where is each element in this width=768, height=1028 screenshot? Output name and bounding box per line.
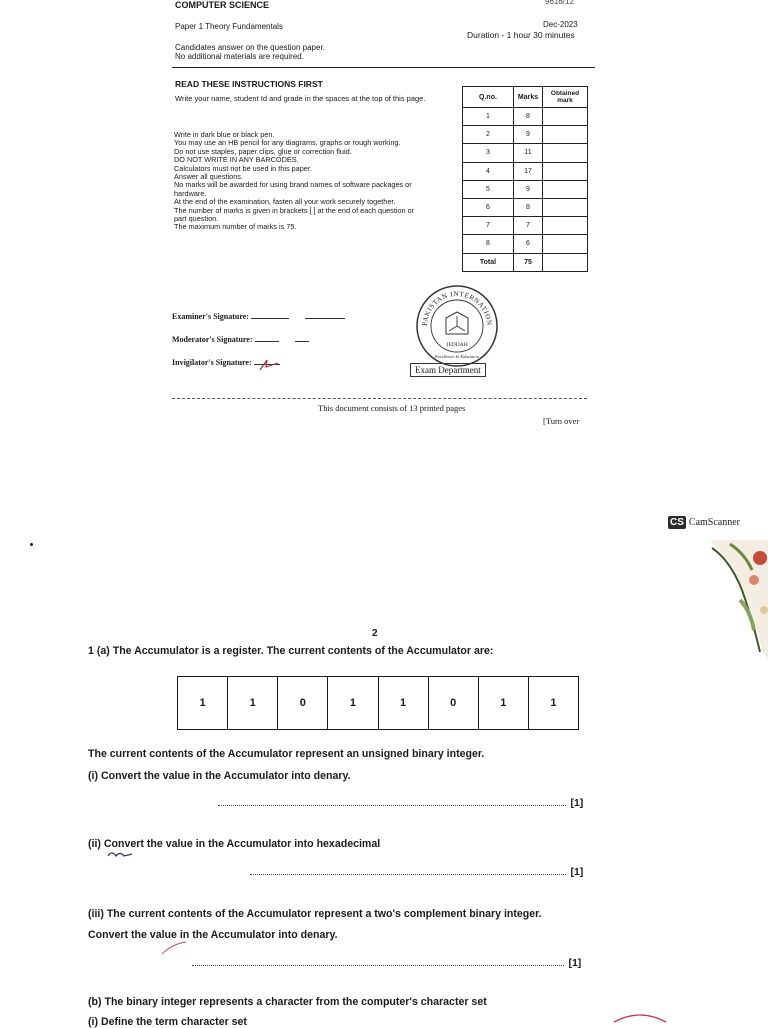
table-row	[463, 108, 588, 126]
qno-cell: 1	[463, 108, 514, 126]
plant-photo-fragment	[690, 540, 768, 660]
bit-cell: 1	[550, 697, 557, 709]
table-row	[463, 180, 588, 198]
divider	[172, 398, 587, 399]
pen-scribble-icon	[106, 848, 136, 858]
table-row	[463, 235, 588, 253]
divider	[172, 67, 595, 68]
camscanner-watermark	[668, 514, 740, 530]
answer-line-1aii[interactable]	[250, 862, 583, 880]
marks-cell: 17	[514, 162, 543, 180]
bit-cell: 1	[479, 677, 529, 729]
obtained-cell[interactable]	[543, 162, 588, 180]
question-1b-i: (i) Define the term character set	[88, 1016, 247, 1028]
signature-line-extra	[305, 318, 345, 319]
bit-cell: 1	[228, 677, 278, 729]
qno-cell: 8	[463, 235, 514, 253]
pen-mark	[160, 940, 190, 961]
bit-cell: 1	[328, 677, 378, 729]
bit-cell: 0	[429, 677, 479, 729]
header-marks: Marks	[514, 87, 543, 108]
pen-scribble-icon	[160, 940, 190, 956]
camscanner-name: CamScanner	[688, 516, 740, 528]
marks-cell: 7	[514, 217, 543, 235]
marks-cell: 8	[514, 108, 543, 126]
table-total-row	[463, 253, 588, 271]
instruction-line: Answer all questions.	[174, 172, 243, 182]
svg-text:PAKISTAN INTERNATIONAL SCHOOL	[415, 284, 493, 326]
candidate-note-1: Candidates answer on the question paper.	[175, 43, 325, 52]
table-row	[463, 162, 588, 180]
table-row	[463, 198, 588, 216]
table-row	[463, 144, 588, 162]
table-header-row	[463, 87, 588, 108]
answer-line-1ai[interactable]	[218, 793, 583, 811]
table-row	[463, 126, 588, 144]
header-obtained: Obtained mark	[543, 87, 588, 108]
school-seal	[415, 284, 499, 373]
exam-department-stamp: Exam Department	[410, 363, 486, 377]
question-1a-iii-part2: Convert the value in the Accumulator into denary.	[88, 929, 338, 941]
qno-cell: 4	[463, 162, 514, 180]
answer-dots[interactable]	[192, 955, 564, 966]
instruction-line: hardware.	[174, 188, 207, 198]
bit-cell: 0	[278, 677, 328, 729]
answer-line-1aiii[interactable]	[192, 953, 581, 971]
qno-cell: 6	[463, 198, 514, 216]
instruction-line: You may use an HB pencil for any diagrams, graphs or rough working.	[174, 138, 401, 148]
seal-text: PAKISTAN INTERNATION	[420, 289, 494, 327]
paper-code: 9618/12	[545, 0, 574, 6]
examiner-signature-line[interactable]	[251, 318, 289, 319]
marks-cell: 6	[514, 235, 543, 253]
instruction-line: Calculators must not be used in this paper.	[174, 163, 312, 173]
invigilator-signature-label: Invigilator's Signature:	[172, 358, 252, 367]
instruction-line: part question.	[174, 214, 219, 224]
qno-cell: 7	[463, 217, 514, 235]
qno-cell: 5	[463, 180, 514, 198]
turn-over: [Turn over	[543, 416, 580, 426]
moderator-signature	[172, 335, 309, 344]
obtained-cell[interactable]	[543, 108, 588, 126]
speck	[30, 543, 33, 546]
instruction-name: Write your name, student Id and grade in the spaces at the top of this page.	[175, 94, 426, 103]
camscanner-logo-icon: CS	[670, 516, 684, 528]
page-number: 2	[372, 628, 378, 639]
question-1a-iii: (iii) The current contents of the Accumulator represent a two's complement binary integer.	[88, 908, 542, 920]
marks-label: [1]	[568, 957, 582, 969]
seal-motto: Excellence In Education	[435, 354, 479, 359]
instruction-line: DO NOT WRITE IN ANY BARCODES.	[174, 155, 299, 165]
candidate-note-2: No additional materials are required.	[175, 52, 304, 61]
instructions-list	[174, 131, 456, 232]
marks-cell: 11	[514, 144, 543, 162]
marks-label: [1]	[570, 866, 584, 878]
subject-title: COMPUTER SCIENCE	[175, 0, 270, 10]
instruction-line: No marks will be awarded for using brand names of software packages or	[174, 180, 412, 190]
marks-cell: 9	[514, 180, 543, 198]
bit-cell: 1	[178, 677, 228, 729]
exam-cover-page	[0, 0, 768, 500]
total-marks: 75	[514, 253, 543, 271]
invigilator-signature	[172, 358, 280, 367]
obtained-total-cell[interactable]	[543, 253, 588, 271]
obtained-cell[interactable]	[543, 198, 588, 216]
instructions-heading: READ THESE INSTRUCTIONS FIRST	[175, 79, 323, 89]
obtained-cell[interactable]	[543, 180, 588, 198]
moderator-signature-line[interactable]	[255, 341, 279, 342]
signature-line-extra	[295, 341, 309, 342]
invigilator-signature-line[interactable]	[254, 364, 280, 365]
instruction-line: The maximum number of marks is 75.	[174, 222, 297, 232]
signature-scribble-icon	[258, 358, 280, 372]
marks-cell: 9	[514, 126, 543, 144]
handwritten-mark	[106, 848, 136, 861]
accumulator-register	[177, 676, 579, 730]
question-1b: (b) The binary integer represents a character from the computer's character set	[88, 996, 487, 1008]
instruction-line: Write in dark blue or black pen.	[174, 130, 275, 139]
examiner-signature-label: Examiner's Signature:	[172, 312, 249, 321]
paper-title: Paper 1 Theory Fundamentals	[175, 22, 283, 31]
exam-duration: Duration - 1 hour 30 minutes	[467, 30, 575, 40]
school-seal-icon	[415, 284, 499, 368]
examiner-signature	[172, 312, 345, 321]
marks-label: [1]	[570, 797, 584, 809]
answer-dots[interactable]	[250, 864, 566, 875]
instruction-line: The number of marks is given in brackets [ ] at the end of each question or	[174, 205, 415, 215]
obtained-cell[interactable]	[543, 144, 588, 162]
table-row	[463, 217, 588, 235]
qno-cell: 3	[463, 144, 514, 162]
instruction-line: Do not use staples, paper clips, glue or correction fluid.	[174, 146, 352, 156]
obtained-cell[interactable]	[543, 126, 588, 144]
pen-scribble-icon	[610, 1008, 670, 1024]
total-label: Total	[463, 253, 514, 271]
question-1a-ii: (ii) Convert the value in the Accumulator into hexadecimal	[88, 838, 381, 850]
marks-cell: 8	[514, 198, 543, 216]
question-1a: 1 (a) The Accumulator is a register. The current contents of the Accumulator are:	[88, 645, 494, 657]
page-count-note: This document consists of 13 printed pages	[318, 403, 466, 413]
answer-dots[interactable]	[218, 795, 566, 806]
question-1a-i: (i) Convert the value in the Accumulator into denary.	[88, 770, 351, 782]
instruction-line: At the end of the examination, fasten all your work securely together.	[174, 197, 396, 207]
header-qno: Q.no.	[463, 87, 514, 108]
obtained-cell[interactable]	[543, 217, 588, 235]
exam-date: Dec-2023	[543, 20, 578, 29]
marks-table	[462, 86, 588, 272]
moderator-signature-label: Moderator's Signature:	[172, 335, 253, 344]
seal-city: JEDDAH	[446, 342, 468, 348]
candidate-notes	[175, 43, 325, 61]
question-1a-note: The current contents of the Accumulator represent an unsigned binary integer.	[88, 748, 485, 760]
qno-cell: 2	[463, 126, 514, 144]
obtained-cell[interactable]	[543, 235, 588, 253]
bit-cell: 1	[379, 677, 429, 729]
